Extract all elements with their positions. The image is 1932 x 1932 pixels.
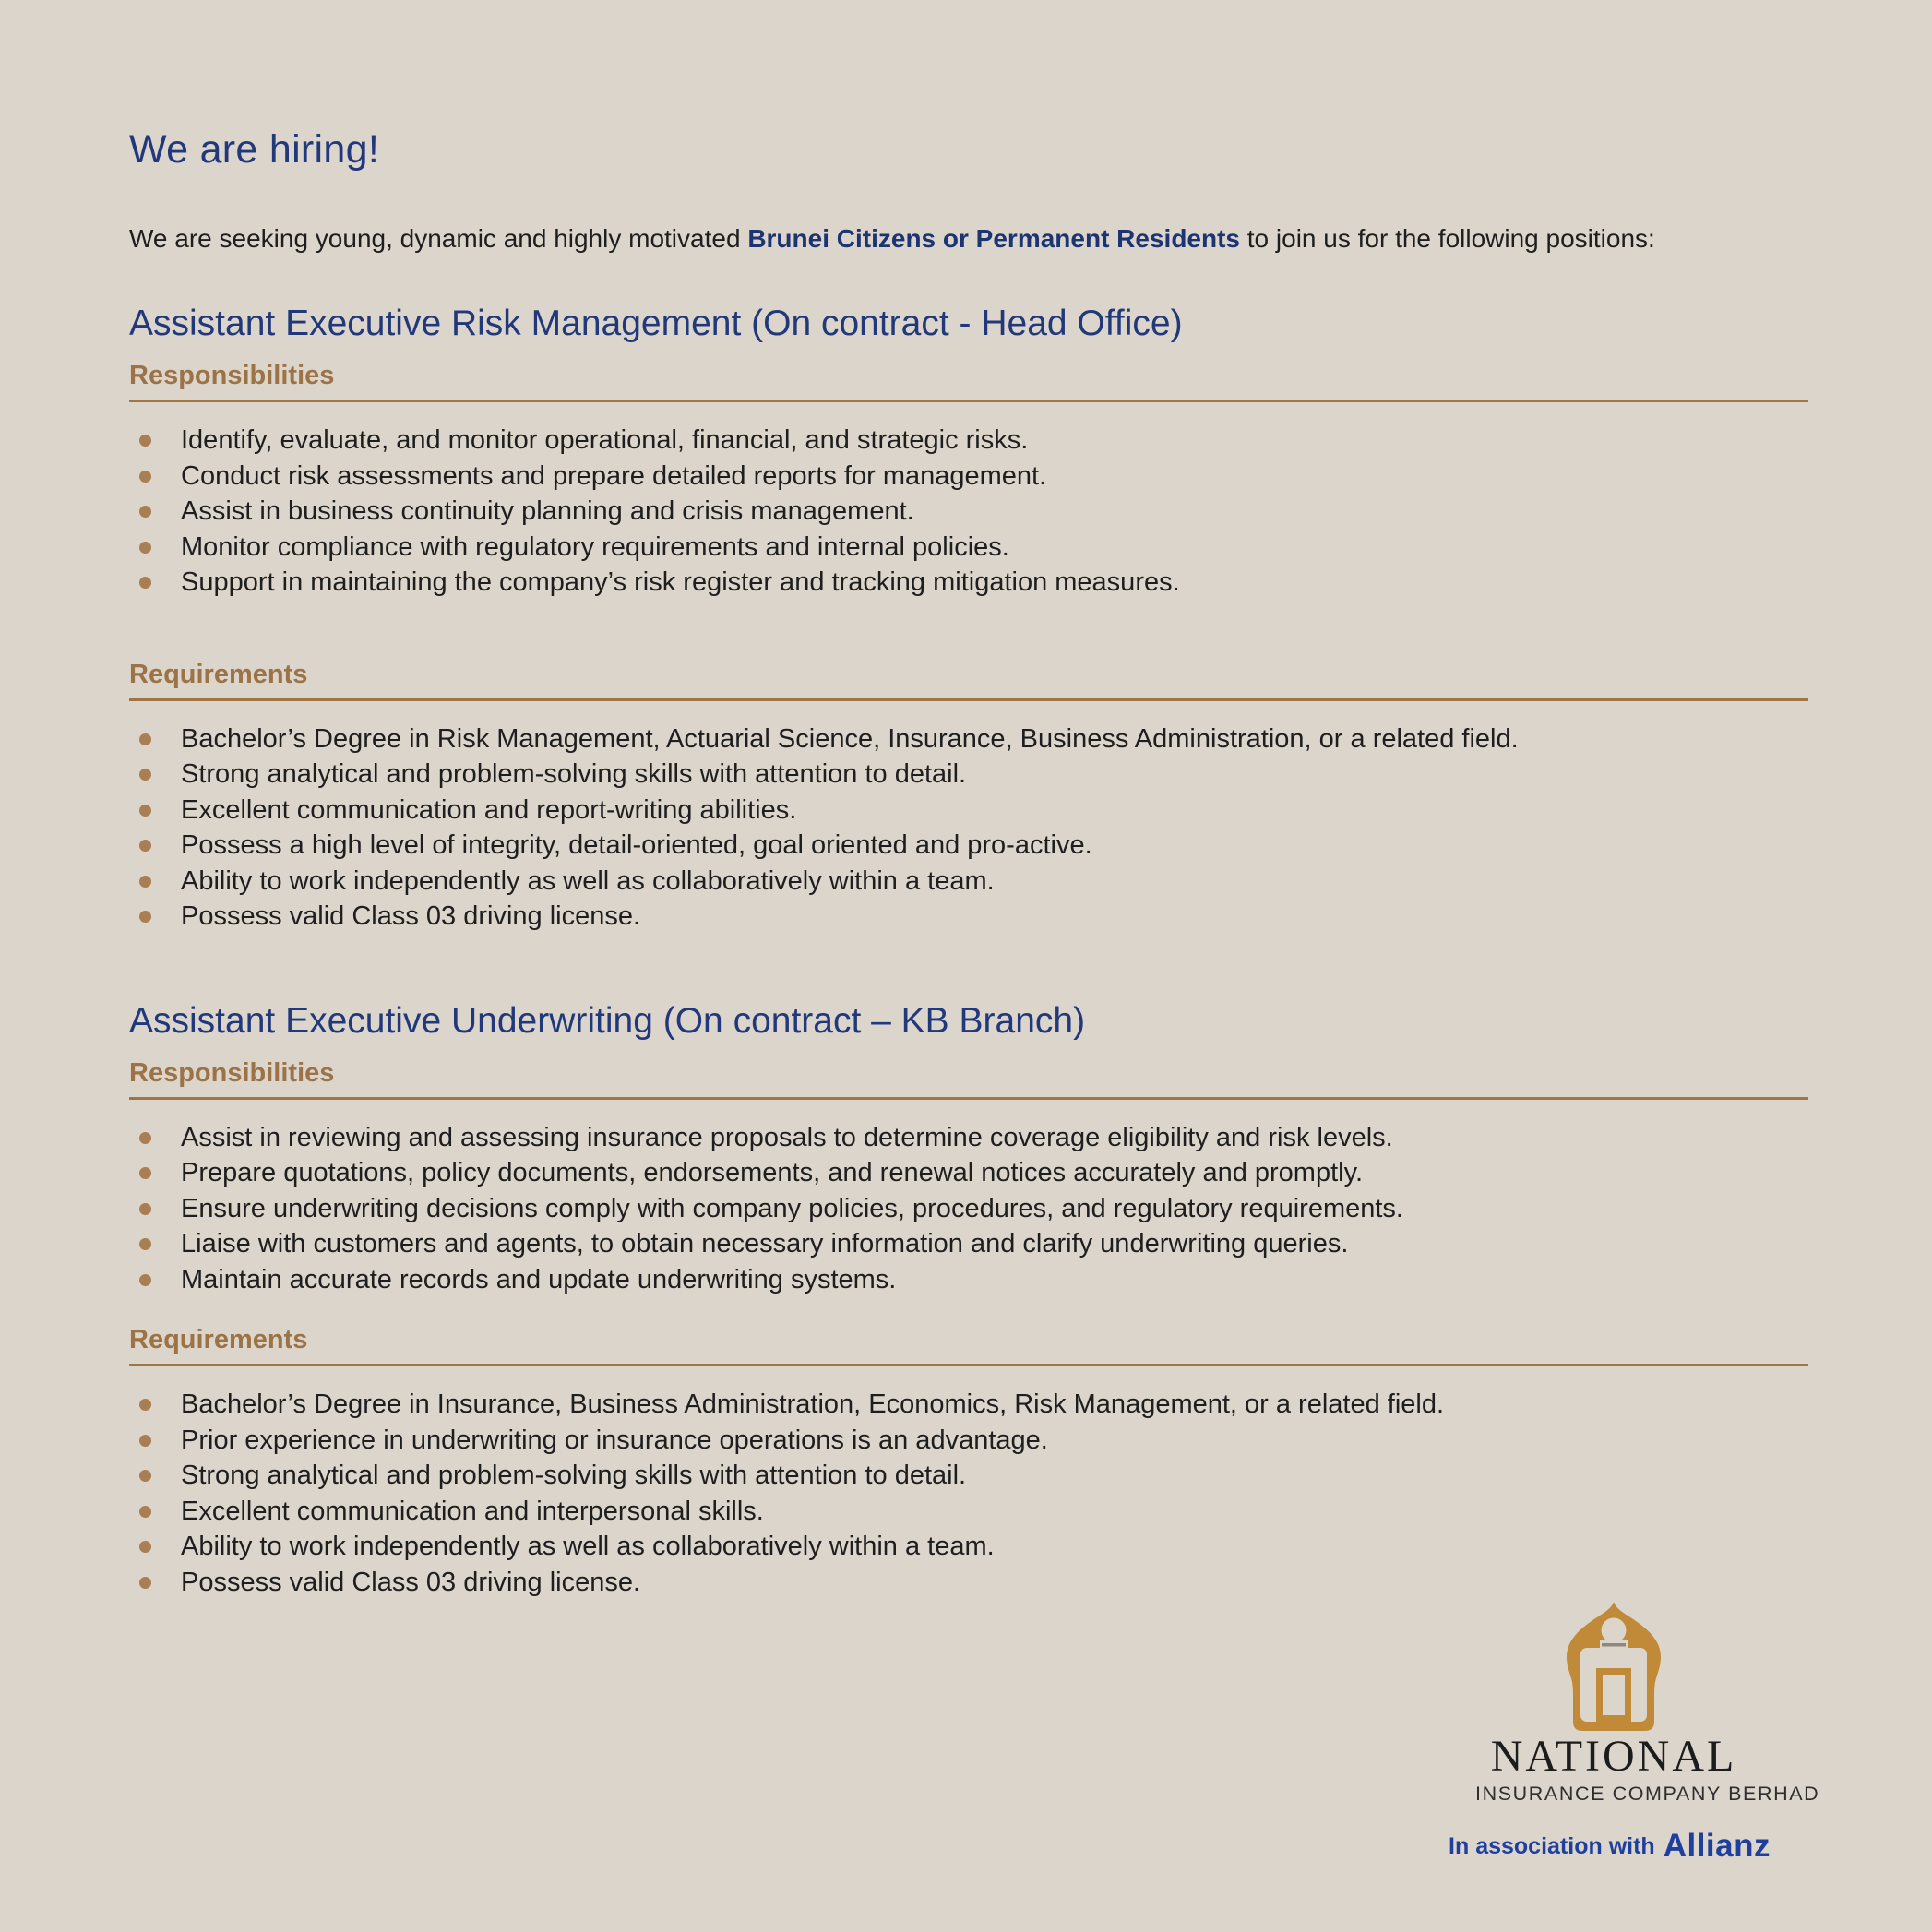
logo-name: NATIONAL <box>1490 1732 1737 1781</box>
list-item: Assist in reviewing and assessing insurance proposals to determine coverage eligibility and risk levels. <box>129 1120 1808 1156</box>
intro-after: to join us for the following positions: <box>1240 224 1655 253</box>
intro-before: We are seeking young, dynamic and highly motivated <box>129 224 748 253</box>
list-item: Ability to work independently as well as collaboratively within a team. <box>129 1529 1808 1565</box>
page-title: We are hiring! <box>129 127 380 172</box>
list-item: Liaise with customers and agents, to obtain necessary information and clarify underwriting queries. <box>129 1226 1808 1262</box>
association-line <box>1449 1828 1771 1865</box>
association-text: In association with <box>1449 1832 1655 1859</box>
position-title-risk-management: Assistant Executive Risk Management (On contract - Head Office) <box>129 304 1183 343</box>
list-item: Ability to work independently as well as collaboratively within a team. <box>129 864 1808 900</box>
section-heading-responsibilities-2: Responsibilities <box>129 1056 1808 1100</box>
responsibilities-list-1 <box>129 423 1808 601</box>
list-item: Possess valid Class 03 driving license. <box>129 899 1808 935</box>
national-dome-icon <box>1563 1602 1664 1731</box>
intro-text <box>129 222 1808 256</box>
list-item: Strong analytical and problem-solving skills with attention to detail. <box>129 1458 1808 1494</box>
list-item: Bachelor’s Degree in Risk Management, Actuarial Science, Insurance, Business Administration, or a related field. <box>129 722 1808 757</box>
section-heading-requirements-2: Requirements <box>129 1323 1808 1366</box>
list-item: Maintain accurate records and update underwriting systems. <box>129 1262 1808 1298</box>
list-item: Monitor compliance with regulatory requirements and internal policies. <box>129 530 1808 566</box>
responsibilities-list-2 <box>129 1120 1808 1298</box>
requirements-list-2 <box>129 1387 1808 1600</box>
list-item: Prior experience in underwriting or insurance operations is an advantage. <box>129 1423 1808 1459</box>
list-item: Excellent communication and report-writing abilities. <box>129 793 1808 829</box>
list-item: Bachelor’s Degree in Insurance, Business Administration, Economics, Risk Management, or a related field. <box>129 1387 1808 1423</box>
company-logo <box>1449 1596 1820 1865</box>
list-item: Strong analytical and problem-solving skills with attention to detail. <box>129 757 1808 793</box>
list-item: Assist in business continuity planning and crisis management. <box>129 494 1808 530</box>
section-heading-responsibilities-1: Responsibilities <box>129 359 1808 402</box>
list-item: Possess valid Class 03 driving license. <box>129 1565 1808 1601</box>
intro-highlight: Brunei Citizens or Permanent Residents <box>747 224 1240 253</box>
list-item: Possess a high level of integrity, detail-oriented, goal oriented and pro-active. <box>129 828 1808 864</box>
list-item: Support in maintaining the company’s risk register and tracking mitigation measures. <box>129 565 1808 601</box>
logo-subtitle: INSURANCE COMPANY BERHAD <box>1475 1783 1820 1805</box>
list-item: Ensure underwriting decisions comply with company policies, procedures, and regulatory requirements. <box>129 1191 1808 1227</box>
allianz-wordmark: Allianz <box>1663 1828 1771 1864</box>
section-heading-requirements-1: Requirements <box>129 658 1808 701</box>
list-item: Prepare quotations, policy documents, endorsements, and renewal notices accurately and promptly. <box>129 1155 1808 1191</box>
list-item: Conduct risk assessments and prepare detailed reports for management. <box>129 459 1808 495</box>
requirements-list-1 <box>129 722 1808 935</box>
position-title-underwriting: Assistant Executive Underwriting (On contract – KB Branch) <box>129 1000 1086 1041</box>
list-item: Excellent communication and interpersonal skills. <box>129 1494 1808 1530</box>
list-item: Identify, evaluate, and monitor operational, financial, and strategic risks. <box>129 423 1808 459</box>
